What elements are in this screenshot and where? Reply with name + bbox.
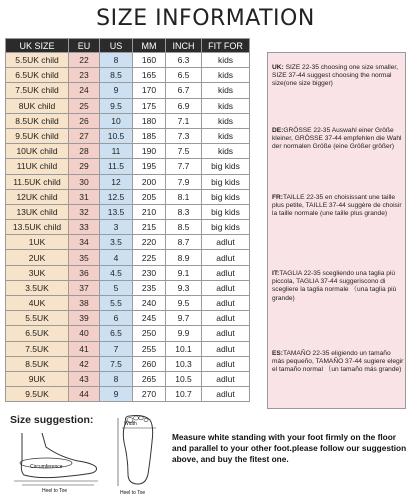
cell-uk-size: 9.5UK: [6, 387, 69, 402]
cell-eu-size: 27: [69, 128, 100, 143]
header-inch: INCH: [166, 39, 202, 53]
header-fit-for: FIT FOR: [202, 39, 250, 53]
header-us: US: [100, 39, 133, 53]
cell-fit-for: kids: [202, 53, 250, 68]
cell-fit-for: adlut: [202, 280, 250, 295]
cell-mm: 225: [133, 250, 166, 265]
cell-fit-for: big kids: [202, 220, 250, 235]
cell-uk-size: 3.5UK: [6, 280, 69, 295]
cell-uk-size: 11UK child: [6, 159, 69, 174]
cell-us-size: 9.5: [100, 98, 133, 113]
cell-fit-for: adlut: [202, 387, 250, 402]
cell-mm: 165: [133, 68, 166, 83]
cell-inch: 10.3: [166, 356, 202, 371]
note-fr-lang: FR:: [272, 194, 283, 201]
foot-top-diagram-icon: [110, 412, 166, 498]
cell-fit-for: adlut: [202, 235, 250, 250]
cell-fit-for: kids: [202, 113, 250, 128]
cell-us-size: 10.5: [100, 128, 133, 143]
cell-mm: 180: [133, 113, 166, 128]
cell-mm: 190: [133, 144, 166, 159]
cell-mm: 210: [133, 204, 166, 219]
cell-inch: 6.5: [166, 68, 202, 83]
cell-eu-size: 41: [69, 341, 100, 356]
table-row: [6, 311, 250, 326]
cell-inch: 8.1: [166, 189, 202, 204]
cell-us-size: 12: [100, 174, 133, 189]
cell-fit-for: adlut: [202, 265, 250, 280]
label-heel-to-toe-2: Heel to Toe: [120, 490, 146, 496]
label-width: Width: [124, 421, 137, 427]
cell-mm: 160: [133, 53, 166, 68]
cell-inch: 7.3: [166, 128, 202, 143]
note-it: [272, 270, 404, 303]
table-row: [6, 204, 250, 219]
cell-uk-size: 6.5UK child: [6, 68, 69, 83]
cell-us-size: 3: [100, 220, 133, 235]
cell-mm: 265: [133, 371, 166, 386]
note-it-text: TAGLIA 22-35 scegliendo una taglia più piccola, TAGLIA 37-44 suggeriscono di scegliere la taglia normale （una taglia più grande): [272, 270, 397, 302]
cell-us-size: 8: [100, 53, 133, 68]
cell-eu-size: 34: [69, 235, 100, 250]
cell-mm: 255: [133, 341, 166, 356]
note-fr-text: TAILLE 22-35 en choisissant une taille plus petite, TAILLE 37-44 suggère de choisir la taille normale (une taille plus grande): [272, 194, 402, 218]
table-row: [6, 220, 250, 235]
table-row: [6, 387, 250, 402]
cell-mm: 195: [133, 159, 166, 174]
cell-mm: 230: [133, 265, 166, 280]
cell-uk-size: 9UK: [6, 371, 69, 386]
cell-eu-size: 39: [69, 311, 100, 326]
cell-eu-size: 33: [69, 220, 100, 235]
cell-uk-size: 6.5UK: [6, 326, 69, 341]
table-row: [6, 98, 250, 113]
foot-side-diagram-icon: [8, 427, 102, 497]
cell-inch: 8.7: [166, 235, 202, 250]
note-de-text: GRÖSSE 22-35 Auswahl einer Größe kleiner, GRÖSSE 37-44 empfehlen die Wahl der normalen Größe (eine Größer größer): [272, 127, 402, 151]
cell-us-size: 6.5: [100, 326, 133, 341]
cell-fit-for: adlut: [202, 356, 250, 371]
note-uk: [272, 64, 404, 89]
note-de-lang: DE:: [272, 127, 284, 134]
size-advice-panel: [267, 52, 406, 409]
cell-uk-size: 7.5UK: [6, 341, 69, 356]
cell-us-size: 13.5: [100, 204, 133, 219]
cell-uk-size: 7.5UK child: [6, 83, 69, 98]
cell-us-size: 8.5: [100, 68, 133, 83]
header-mm: MM: [133, 39, 166, 53]
cell-inch: 10.7: [166, 387, 202, 402]
cell-inch: 7.1: [166, 113, 202, 128]
cell-inch: 7.7: [166, 159, 202, 174]
cell-us-size: 9: [100, 387, 133, 402]
cell-fit-for: kids: [202, 68, 250, 83]
cell-inch: 6.3: [166, 53, 202, 68]
cell-uk-size: 8.5UK: [6, 356, 69, 371]
cell-fit-for: adlut: [202, 250, 250, 265]
cell-inch: 7.9: [166, 174, 202, 189]
cell-us-size: 7: [100, 341, 133, 356]
cell-uk-size: 12UK child: [6, 189, 69, 204]
header-eu: EU: [69, 39, 100, 53]
table-row: [6, 250, 250, 265]
cell-fit-for: adlut: [202, 296, 250, 311]
cell-inch: 10.5: [166, 371, 202, 386]
note-uk-lang: UK:: [272, 64, 284, 71]
cell-mm: 220: [133, 235, 166, 250]
cell-inch: 9.5: [166, 296, 202, 311]
cell-fit-for: adlut: [202, 326, 250, 341]
note-de: [272, 127, 404, 152]
label-heel-to-toe: Heel to Toe: [42, 488, 68, 494]
cell-mm: 215: [133, 220, 166, 235]
size-suggestion-heading: Size suggestion:: [10, 414, 94, 426]
cell-fit-for: kids: [202, 128, 250, 143]
cell-inch: 8.5: [166, 220, 202, 235]
cell-fit-for: big kids: [202, 159, 250, 174]
cell-inch: 9.3: [166, 280, 202, 295]
table-row: [6, 296, 250, 311]
cell-uk-size: 5.5UK: [6, 311, 69, 326]
cell-inch: 9.1: [166, 265, 202, 280]
cell-inch: 8.9: [166, 250, 202, 265]
cell-us-size: 9: [100, 83, 133, 98]
table-row: [6, 174, 250, 189]
cell-uk-size: 4UK: [6, 296, 69, 311]
table-row: [6, 144, 250, 159]
cell-uk-size: 13.5UK child: [6, 220, 69, 235]
cell-mm: 245: [133, 311, 166, 326]
cell-us-size: 10: [100, 113, 133, 128]
note-uk-text: SIZE 22-35 choosing one size smaller, SIZE 37-44 suggest choosing the normal size(one size bigger): [272, 64, 399, 88]
cell-uk-size: 8.5UK child: [6, 113, 69, 128]
note-it-lang: IT:: [272, 270, 280, 277]
cell-us-size: 5.5: [100, 296, 133, 311]
table-row: [6, 326, 250, 341]
cell-mm: 200: [133, 174, 166, 189]
table-row: [6, 341, 250, 356]
cell-eu-size: 38: [69, 296, 100, 311]
cell-eu-size: 22: [69, 53, 100, 68]
cell-inch: 10.1: [166, 341, 202, 356]
cell-fit-for: big kids: [202, 174, 250, 189]
cell-fit-for: big kids: [202, 204, 250, 219]
cell-eu-size: 32: [69, 204, 100, 219]
cell-fit-for: adlut: [202, 371, 250, 386]
cell-us-size: 11.5: [100, 159, 133, 174]
cell-mm: 235: [133, 280, 166, 295]
cell-eu-size: 30: [69, 174, 100, 189]
cell-eu-size: 43: [69, 371, 100, 386]
table-row: [6, 280, 250, 295]
cell-us-size: 11: [100, 144, 133, 159]
cell-uk-size: 9.5UK child: [6, 128, 69, 143]
cell-us-size: 7.5: [100, 356, 133, 371]
cell-fit-for: adlut: [202, 341, 250, 356]
cell-eu-size: 25: [69, 98, 100, 113]
table-row: [6, 356, 250, 371]
cell-eu-size: 29: [69, 159, 100, 174]
cell-uk-size: 11.5UK child: [6, 174, 69, 189]
cell-eu-size: 40: [69, 326, 100, 341]
cell-eu-size: 26: [69, 113, 100, 128]
table-row: [6, 265, 250, 280]
cell-us-size: 4: [100, 250, 133, 265]
cell-fit-for: adlut: [202, 311, 250, 326]
cell-mm: 205: [133, 189, 166, 204]
note-fr: [272, 194, 404, 219]
table-row: [6, 159, 250, 174]
table-row: [6, 83, 250, 98]
cell-inch: 6.7: [166, 83, 202, 98]
note-es-lang: ES:: [272, 350, 283, 357]
table-row: [6, 128, 250, 143]
table-row: [6, 68, 250, 83]
cell-uk-size: 3UK: [6, 265, 69, 280]
cell-inch: 8.3: [166, 204, 202, 219]
cell-inch: 9.9: [166, 326, 202, 341]
cell-eu-size: 28: [69, 144, 100, 159]
cell-mm: 170: [133, 83, 166, 98]
cell-uk-size: 8UK child: [6, 98, 69, 113]
cell-uk-size: 10UK child: [6, 144, 69, 159]
cell-eu-size: 24: [69, 83, 100, 98]
cell-uk-size: 2UK: [6, 250, 69, 265]
cell-fit-for: kids: [202, 83, 250, 98]
cell-eu-size: 23: [69, 68, 100, 83]
cell-eu-size: 42: [69, 356, 100, 371]
cell-fit-for: big kids: [202, 189, 250, 204]
cell-us-size: 6: [100, 311, 133, 326]
measure-instruction: Measure white standing with your foot firmly on the floor and parallel to your other foot.please follow our suggestion above, and buy the fitest one.: [172, 432, 407, 464]
cell-us-size: 8: [100, 371, 133, 386]
header-uk-size: UK SIZE: [6, 39, 69, 53]
cell-fit-for: kids: [202, 98, 250, 113]
cell-fit-for: kids: [202, 144, 250, 159]
table-header-row: [6, 39, 250, 53]
cell-us-size: 4.5: [100, 265, 133, 280]
cell-eu-size: 36: [69, 265, 100, 280]
cell-us-size: 5: [100, 280, 133, 295]
label-circumference: Circumference: [30, 464, 63, 470]
cell-uk-size: 5.5UK child: [6, 53, 69, 68]
table-row: [6, 113, 250, 128]
cell-eu-size: 35: [69, 250, 100, 265]
cell-eu-size: 44: [69, 387, 100, 402]
cell-mm: 270: [133, 387, 166, 402]
table-row: [6, 189, 250, 204]
page-title: SIZE INFORMATION: [96, 6, 315, 31]
cell-uk-size: 13UK child: [6, 204, 69, 219]
cell-mm: 185: [133, 128, 166, 143]
cell-mm: 260: [133, 356, 166, 371]
cell-mm: 250: [133, 326, 166, 341]
cell-uk-size: 1UK: [6, 235, 69, 250]
table-row: [6, 235, 250, 250]
cell-inch: 6.9: [166, 98, 202, 113]
cell-eu-size: 31: [69, 189, 100, 204]
cell-inch: 7.5: [166, 144, 202, 159]
cell-mm: 175: [133, 98, 166, 113]
note-es-text: TAMAÑO 22-35 eligiendo un tamaño más pequeño, TAMAÑO 37-44 sugiere elegir el tamaño normal （un tamaño más grande): [272, 350, 404, 374]
cell-inch: 9.7: [166, 311, 202, 326]
size-table: [5, 38, 250, 402]
cell-us-size: 12.5: [100, 189, 133, 204]
cell-mm: 240: [133, 296, 166, 311]
cell-us-size: 3.5: [100, 235, 133, 250]
note-es: [272, 350, 404, 375]
table-row: [6, 371, 250, 386]
cell-eu-size: 37: [69, 280, 100, 295]
size-table-body: [6, 53, 250, 402]
table-row: [6, 53, 250, 68]
